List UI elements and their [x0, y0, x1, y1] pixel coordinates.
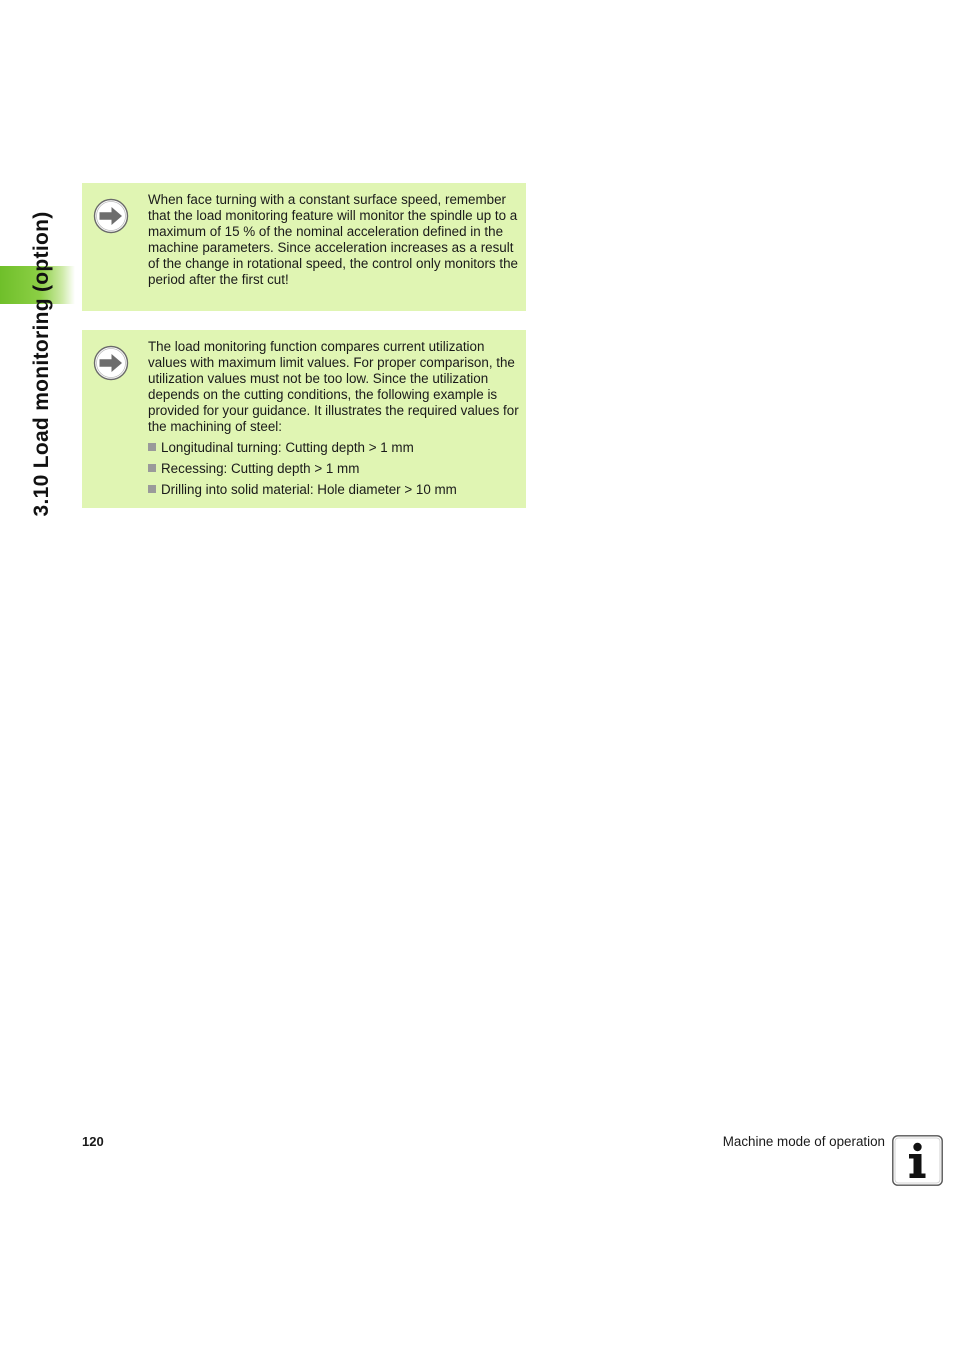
- requirements-list: [148, 440, 457, 503]
- list-item: [148, 440, 457, 461]
- list-item: [148, 461, 457, 482]
- list-item-text: Drilling into solid material: Hole diameter > 10 mm: [161, 482, 457, 497]
- note-text: When face turning with a constant surface speed, remember that the load monitoring feature will monitor the spindle up to a maximum of 15 % of the nominal acceleration defined in the machine parameters. Since acceleration increases as a result of the change in rotational speed, the control only monitors the period after the first cut!: [148, 192, 518, 287]
- list-item-text: Recessing: Cutting depth > 1 mm: [161, 461, 360, 476]
- arrow-right-icon: [93, 345, 129, 381]
- square-bullet-icon: [148, 464, 156, 472]
- info-icon: [892, 1135, 943, 1186]
- square-bullet-icon: [148, 443, 156, 451]
- arrow-right-icon: [93, 198, 129, 234]
- note-box: [82, 330, 526, 508]
- square-bullet-icon: [148, 485, 156, 493]
- footer-section-title: Machine mode of operation: [722, 1134, 885, 1149]
- list-item-text: Longitudinal turning: Cutting depth > 1 mm: [161, 440, 414, 455]
- note-text: The load monitoring function compares current utilization values with maximum limit values. For proper comparison, the utilization values must not be too low. Since the utilization depends on the cutting conditions, the following example is provided for your guidance. It illustrates the required values for the machining of steel:: [148, 339, 519, 434]
- page-number: 120: [82, 1134, 104, 1149]
- section-title: 3.10 Load monitoring (option): [30, 211, 53, 517]
- note-box: [82, 183, 526, 311]
- list-item: [148, 482, 457, 503]
